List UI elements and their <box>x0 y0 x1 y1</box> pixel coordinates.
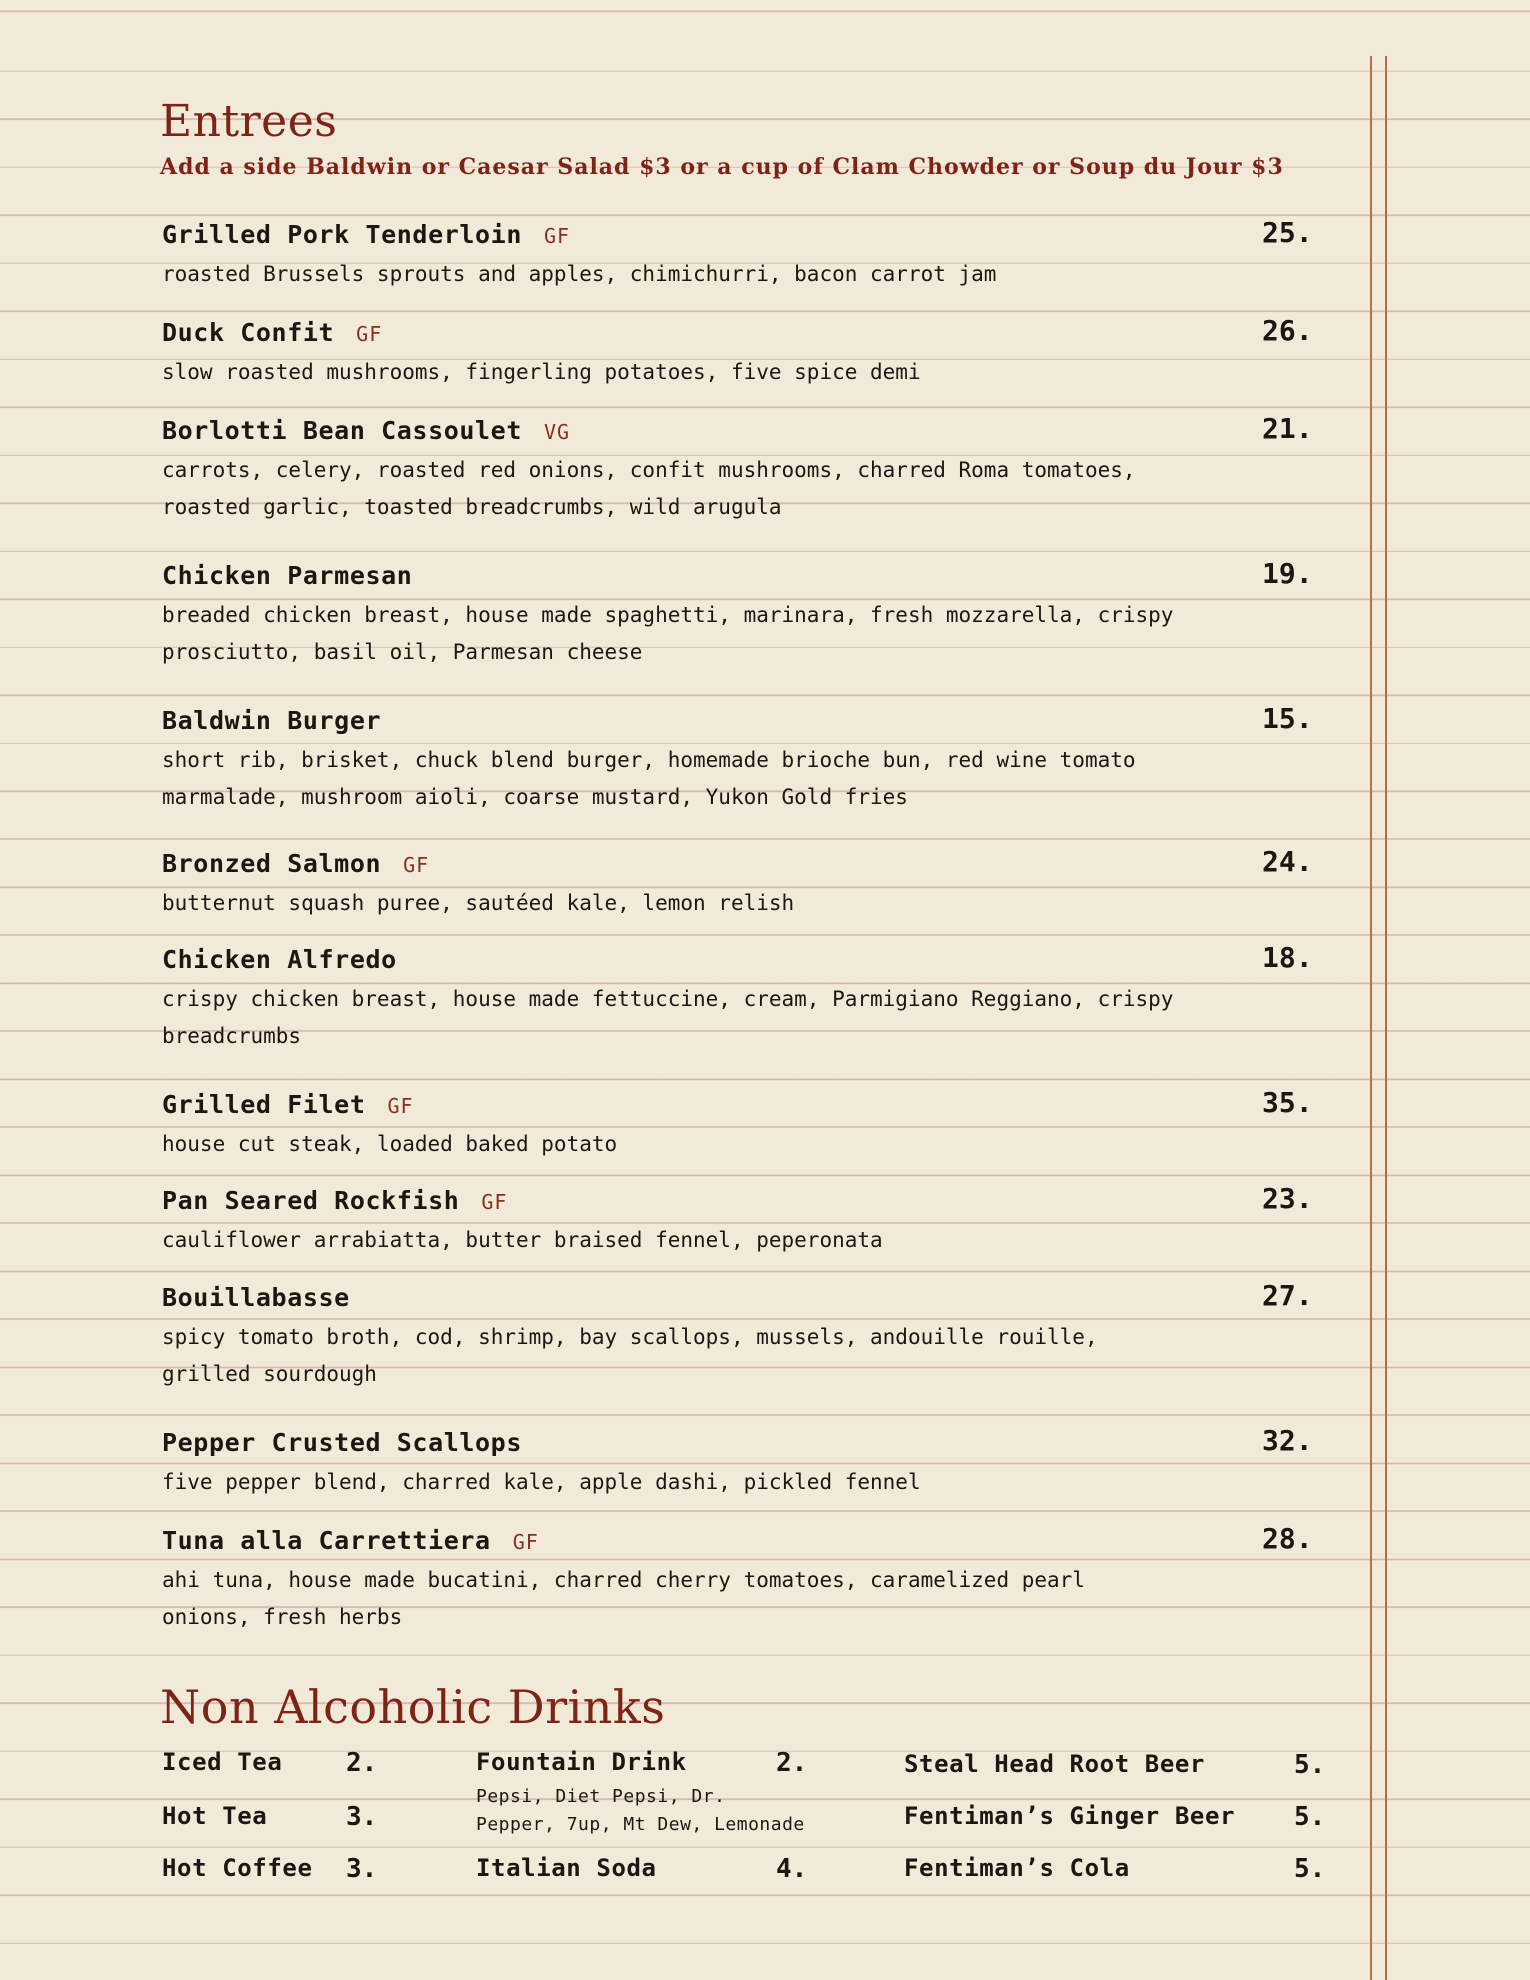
entrees-title: Entrees <box>160 96 338 147</box>
item-price: 18. <box>1262 941 1313 974</box>
dietary-tag: VG <box>543 420 571 444</box>
item-name: Chicken Parmesan <box>162 561 413 590</box>
item-price: 25. <box>1262 216 1313 249</box>
drink-price: 5. <box>1294 1750 1326 1780</box>
drink-name: Hot Tea <box>162 1802 268 1830</box>
dietary-tag: GF <box>387 1094 414 1118</box>
item-name: Grilled Filet <box>162 1090 366 1119</box>
item-name: Duck Confit <box>162 318 335 347</box>
menu-item <box>162 557 1322 671</box>
item-description: butternut squash puree, sautéed kale, lemon relish <box>162 891 795 915</box>
drink-item <box>476 1748 816 1784</box>
item-description: house cut steak, loaded baked potato <box>162 1132 618 1156</box>
drink-name: Steal Head Root Beer <box>904 1750 1205 1778</box>
item-name: Bouillabasse <box>162 1283 350 1312</box>
drinks-title: Non Alcoholic Drinks <box>160 1680 666 1734</box>
drink-price: 2. <box>776 1748 808 1778</box>
item-description: ahi tuna, house made bucatini, charred cherry tomatoes, caramelized pearl onions, fresh herbs <box>162 1568 1085 1629</box>
item-name: Tuna alla Carrettiera <box>162 1526 491 1555</box>
item-description: carrots, celery, roasted red onions, confit mushrooms, charred Roma tomatoes, roasted garlic, toasted breadcrumbs, wild arugula <box>162 458 1136 519</box>
item-description: cauliflower arrabiatta, butter braised fennel, peperonata <box>162 1228 883 1252</box>
item-price: 32. <box>1262 1424 1313 1457</box>
drink-item <box>162 1802 382 1838</box>
drink-price: 2. <box>346 1748 378 1778</box>
drink-name: Fentiman’s Cola <box>904 1854 1130 1882</box>
item-price: 35. <box>1262 1086 1313 1119</box>
item-name: Borlotti Bean Cassoulet <box>162 416 522 445</box>
item-price: 15. <box>1262 702 1313 735</box>
dietary-tag: GF <box>403 853 430 877</box>
item-description: spicy tomato broth, cod, shrimp, bay scallops, mussels, andouille rouille, grilled sourdough <box>162 1325 1098 1386</box>
dietary-tag: GF <box>356 322 383 346</box>
menu-item <box>162 845 1322 922</box>
menu-item <box>162 314 1322 391</box>
item-description: five pepper blend, charred kale, apple dashi, pickled fennel <box>162 1470 921 1494</box>
drink-name: Hot Coffee <box>162 1854 313 1882</box>
item-description: crispy chicken breast, house made fettuccine, cream, Parmigiano Reggiano, crispy breadcrumbs <box>162 987 1174 1048</box>
drink-price: 3. <box>346 1854 378 1884</box>
margin-rule <box>1370 56 1372 1980</box>
menu-item <box>162 1182 1322 1259</box>
dietary-tag: GF <box>481 1190 508 1214</box>
item-description: slow roasted mushrooms, fingerling potatoes, five spice demi <box>162 360 921 384</box>
item-price: 27. <box>1262 1279 1313 1312</box>
item-name: Chicken Alfredo <box>162 945 397 974</box>
item-price: 23. <box>1262 1182 1313 1215</box>
drink-item <box>476 1854 816 1890</box>
item-price: 19. <box>1262 557 1313 590</box>
drink-price: 5. <box>1294 1854 1326 1884</box>
item-description: roasted Brussels sprouts and apples, chimichurri, bacon carrot jam <box>162 262 997 286</box>
dietary-tag: GF <box>512 1530 539 1554</box>
drink-price: 5. <box>1294 1802 1326 1832</box>
menu-item <box>162 216 1322 293</box>
drink-name: Fountain Drink <box>476 1748 687 1776</box>
item-price: 28. <box>1262 1522 1313 1555</box>
drink-item <box>162 1748 382 1784</box>
margin-rule <box>1385 56 1387 1980</box>
item-price: 26. <box>1262 314 1313 347</box>
menu-item <box>162 1424 1322 1501</box>
item-price: 21. <box>1262 412 1313 445</box>
drink-name: Iced Tea <box>162 1748 283 1776</box>
menu-item <box>162 702 1322 816</box>
drink-name: Italian Soda <box>476 1854 657 1882</box>
drink-item <box>162 1854 382 1890</box>
drink-price: 4. <box>776 1854 808 1884</box>
menu-item <box>162 1522 1322 1636</box>
menu-item <box>162 1279 1322 1393</box>
drink-item <box>904 1854 1334 1890</box>
drink-item <box>904 1750 1334 1786</box>
item-price: 24. <box>1262 845 1313 878</box>
menu-item <box>162 941 1322 1055</box>
item-name: Grilled Pork Tenderloin <box>162 220 522 249</box>
drink-item <box>904 1802 1334 1838</box>
item-name: Baldwin Burger <box>162 706 382 735</box>
item-description: short rib, brisket, chuck blend burger, homemade brioche bun, red wine tomato marmalade, mushroom aioli, coarse mustard, Yukon Gold fries <box>162 748 1136 809</box>
entrees-side-note: Add a side Baldwin or Caesar Salad $3 or a cup of Clam Chowder or Soup du Jour $3 <box>160 154 1284 180</box>
drink-price: 3. <box>346 1802 378 1832</box>
item-description: breaded chicken breast, house made spaghetti, marinara, fresh mozzarella, crispy prosciutto, basil oil, Parmesan cheese <box>162 603 1174 664</box>
fountain-drink-options: Pepsi, Diet Pepsi, Dr. Pepper, 7up, Mt Dew, Lemonade <box>476 1786 805 1835</box>
item-name: Pan Seared Rockfish <box>162 1186 460 1215</box>
menu-item <box>162 412 1322 526</box>
drink-name: Fentiman’s Ginger Beer <box>904 1802 1236 1830</box>
menu-item <box>162 1086 1322 1163</box>
item-name: Pepper Crusted Scallops <box>162 1428 522 1457</box>
item-name: Bronzed Salmon <box>162 849 382 878</box>
dietary-tag: GF <box>543 224 571 248</box>
